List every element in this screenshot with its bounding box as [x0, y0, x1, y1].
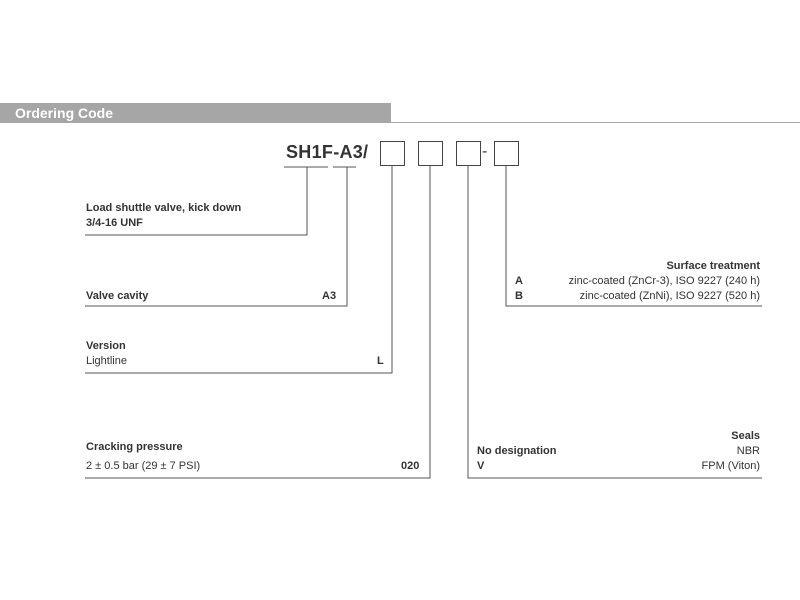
surface-value-b: zinc-coated (ZnNi), ISO 9227 (520 h) [579, 290, 760, 302]
cracking-pressure-title: Cracking pressure [86, 441, 183, 453]
connector-version [85, 166, 392, 373]
version-option: Lightline [86, 355, 127, 367]
cracking-pressure-option: 2 ± 0.5 bar (29 ± 7 PSI) [86, 460, 201, 472]
valve-cavity-code: A3 [322, 290, 337, 302]
load-shuttle-thread: 3/4-16 UNF [86, 217, 143, 229]
section-title: Ordering Code [15, 105, 114, 121]
seals-value-viton: FPM (Viton) [701, 460, 760, 472]
load-shuttle-title: Load shuttle valve, kick down [86, 202, 242, 214]
ordering-code-base: SH1F-A3 [286, 142, 364, 162]
seals-code-nbr: No designation [477, 445, 557, 457]
surface-value-a: zinc-coated (ZnCr-3), ISO 9227 (240 h) [568, 275, 760, 287]
seals-title: Seals [731, 430, 760, 442]
code-dash: - [482, 143, 488, 160]
seals-value-nbr: NBR [736, 445, 760, 457]
version-title: Version [86, 340, 126, 352]
surface-treatment-title: Surface treatment [666, 260, 760, 272]
connector-seals [468, 166, 762, 478]
version-code: L [377, 355, 384, 367]
surface-code-a: A [515, 275, 523, 287]
code-slash: / [363, 142, 369, 162]
connector-valve-cavity [85, 167, 347, 306]
seals-code-viton: V [477, 460, 485, 472]
surface-code-b: B [515, 290, 523, 302]
cracking-pressure-code: 020 [401, 460, 420, 472]
valve-cavity-label: Valve cavity [86, 290, 149, 302]
